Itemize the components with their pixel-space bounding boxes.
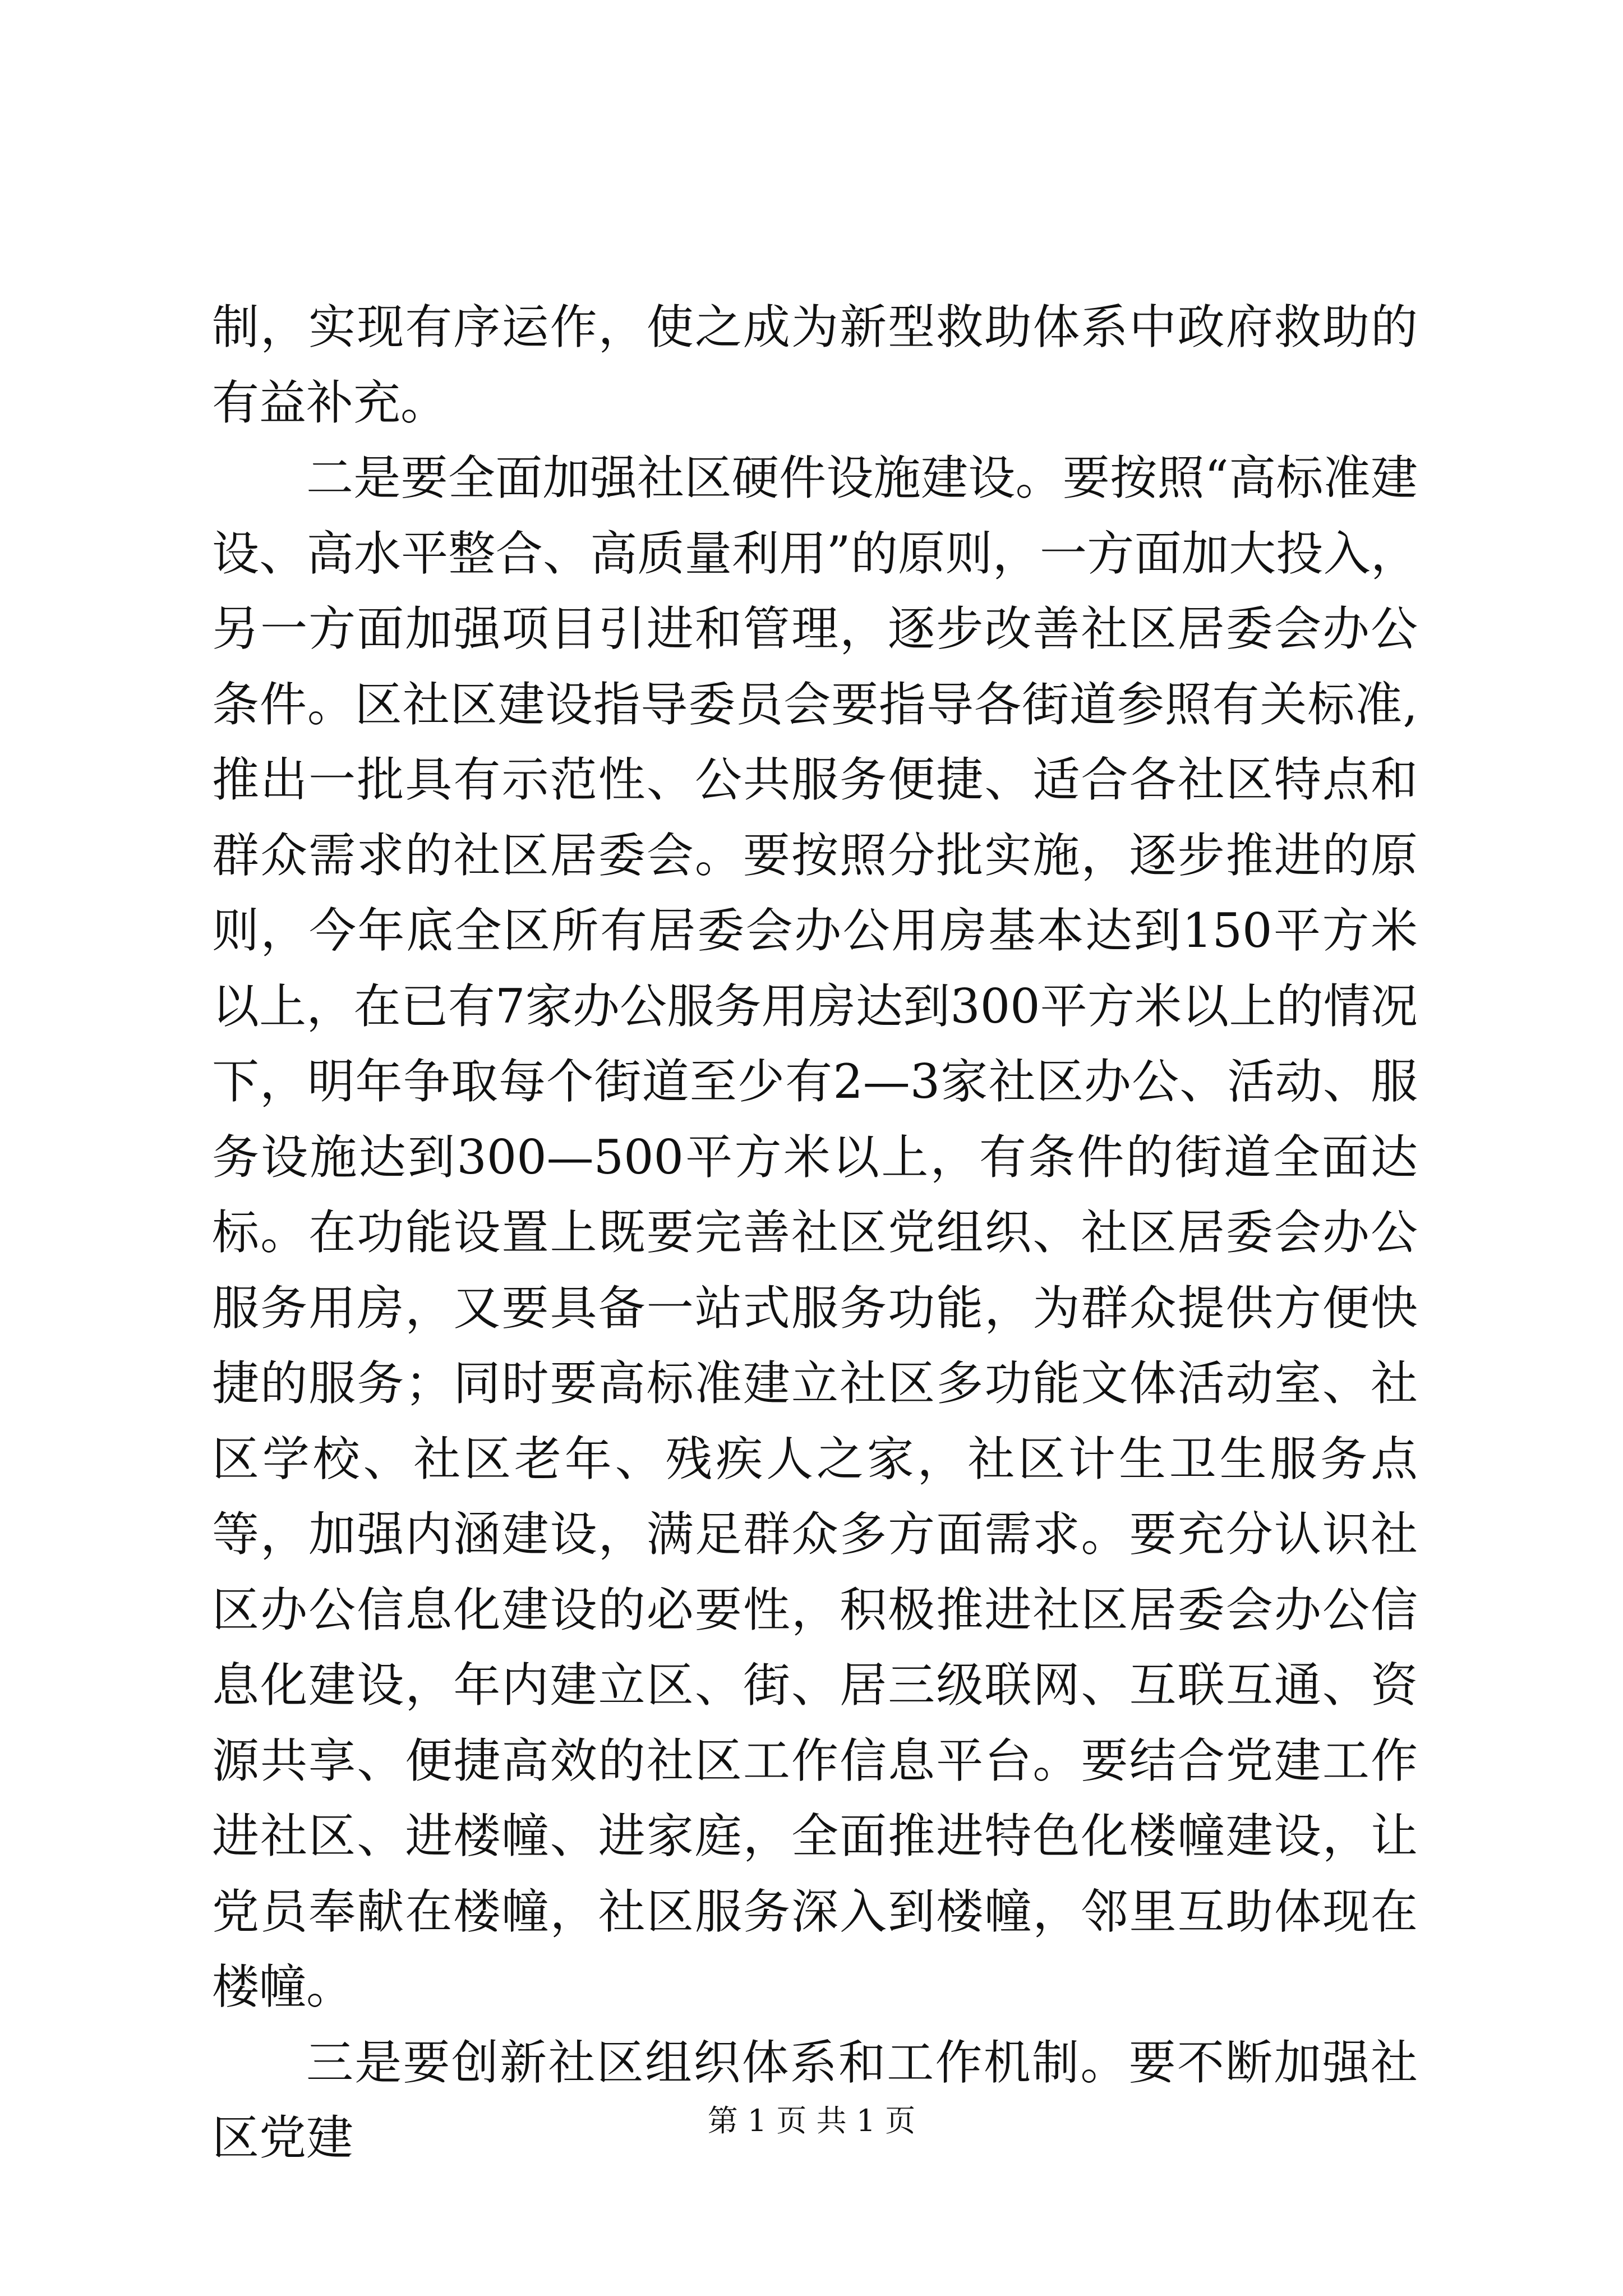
paragraph-continuation: 制，实现有序运作，使之成为新型救助体系中政府救助的有益补充。 xyxy=(212,300,1418,430)
paragraph-hardware-facilities: 二是要全面加强社区硬件设施建设。要按照“高标准建设、高水平整合、高质量利用”的原则，一方面加大投入，另一方面加强项目引进和管理，逐步改善社区居委会办公条件。区社区建设指导委员会要指导各街道参照有关标准,推出一批具有示范性、公共服务便捷、适合各社区特点和群众需求的社区居委会。要按照分批实施，逐步推进的原则，今年底全区所有居委会办公用房基本达到150平方米以上，在已有7家办公服务用房达到300平方米以上的情况下，明年争取每个街道至少有2—3家社区办公、活动、服务设施达到300—500平方米以上，有条件的街道全面达标。在功能设置上既要完善社区党组织、社区居委会办公服务用房，又要具备一站式服务功能，为群众提供方便快捷的服务；同时要高标准建立社区多功能文体活动室、社区学校、社区老年、残疾人之家，社区计生卫生服务点等，加强内涵建设，满足群众多方面需求。要充分认识社区办公信息化建设的必要性，积极推进社区居委会办公信息化建设，年内建立区、街、居三级联网、互联互通、资源共享、便捷高效的社区工作信息平台。要结合党建工作进社区、进楼幢、进家庭，全面推进特色化楼幢建设，让党员奉献在楼幢，社区服务深入到楼幢，邻里互助体现在楼幢。 xyxy=(212,450,1418,2014)
document-body xyxy=(212,289,1418,2176)
paragraph-organization-system: 三是要创新社区组织体系和工作机制。要不断加强社区党建 xyxy=(212,2035,1418,2165)
page-footer: 第 1 页 共 1 页 xyxy=(707,2103,916,2138)
